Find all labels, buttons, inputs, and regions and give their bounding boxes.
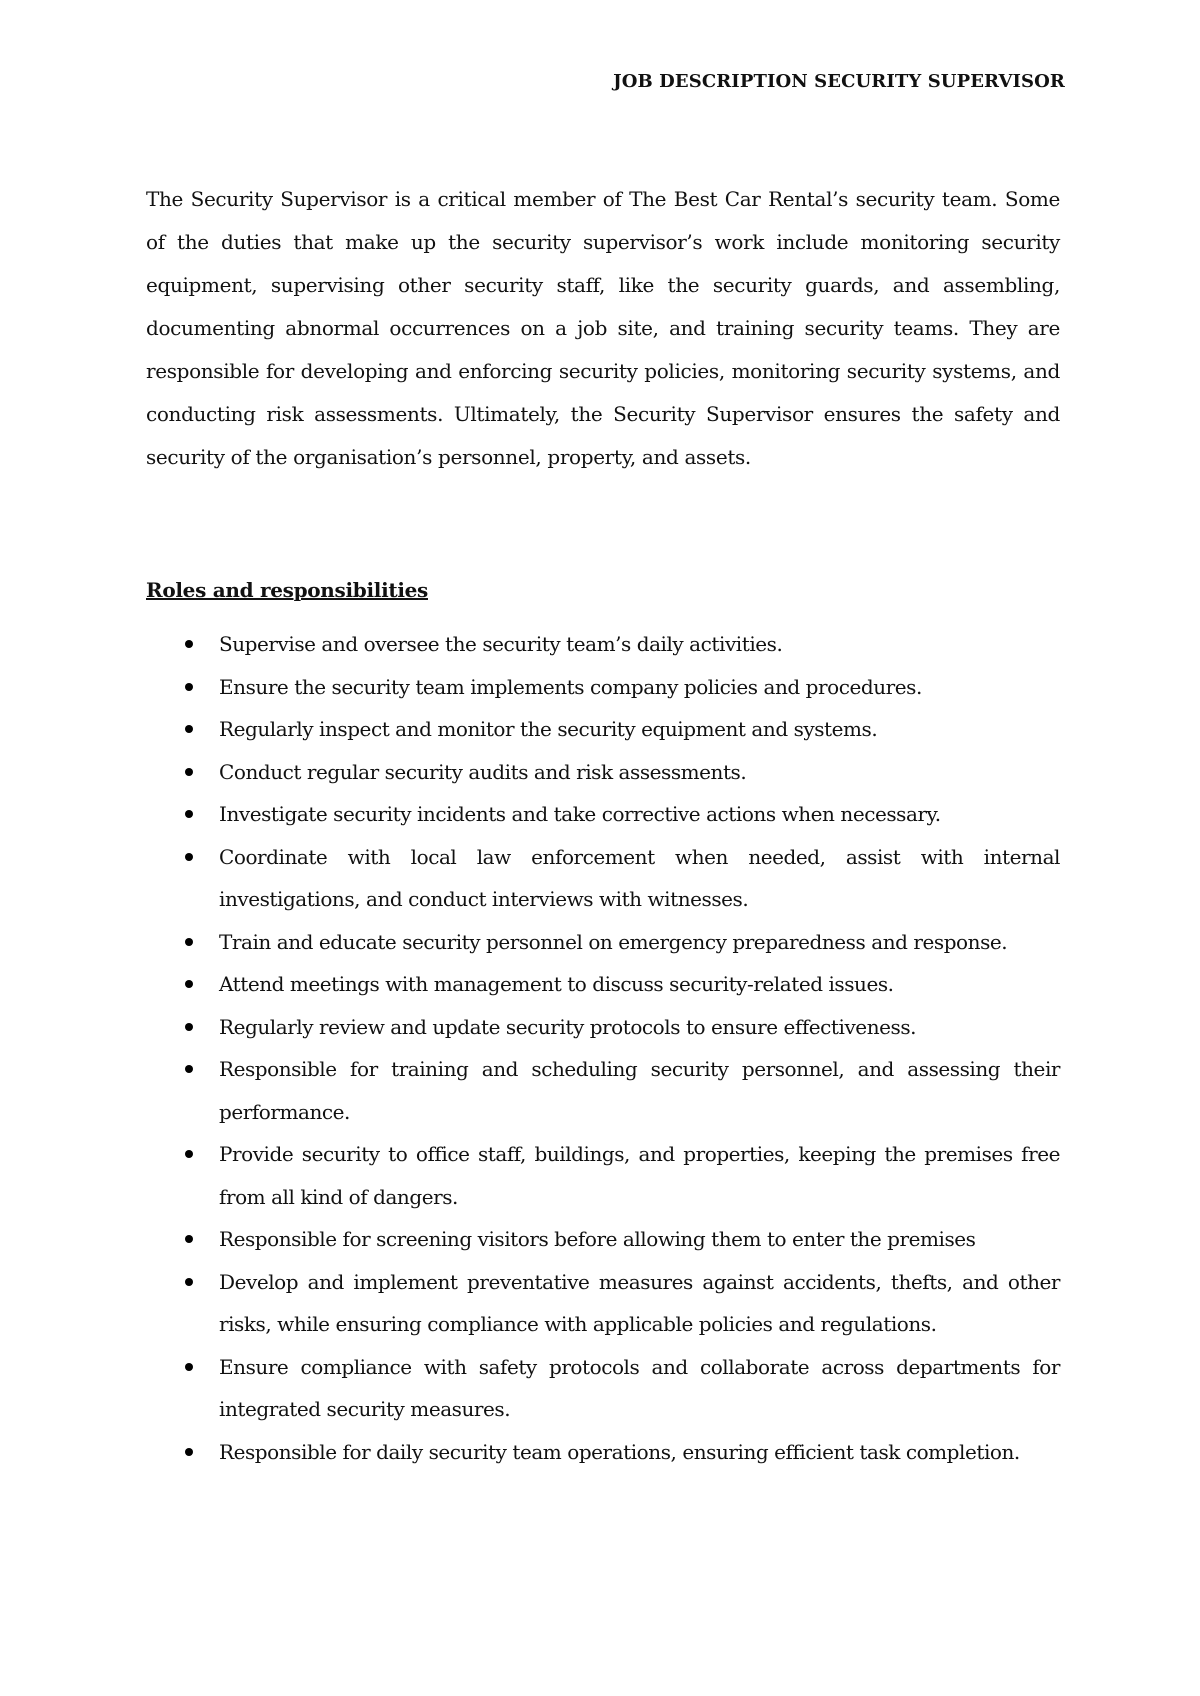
- list-item-text: Ensure the security team implements company policies and procedures.: [219, 674, 922, 699]
- bullet-icon: [185, 810, 193, 818]
- list-item: [146, 793, 1060, 836]
- list-item-text: Develop and implement preventative measures against accidents, thefts, and other risks, while ensuring compliance with applicable policies and regulations.: [219, 1269, 1060, 1336]
- bullet-icon: [185, 1235, 193, 1243]
- document-body: [146, 178, 1060, 1473]
- bullet-icon: [185, 1023, 193, 1031]
- bullet-icon: [185, 1448, 193, 1456]
- list-item-text: Attend meetings with management to discuss security-related issues.: [219, 972, 894, 996]
- bullet-icon: [185, 1065, 193, 1073]
- responsibilities-list: [146, 623, 1060, 1473]
- list-item: [146, 1431, 1060, 1474]
- bullet-icon: [185, 725, 193, 733]
- list-item-text: Ensure compliance with safety protocols and collaborate across departments for integrated security measures.: [219, 1354, 1060, 1421]
- intro-paragraph: The Security Supervisor is a critical member of The Best Car Rental’s security team. Some of the duties that make up the security supervisor’s work include monitoring security equipment, supervising other security staff, like the security guards, and assembling, documenting abnormal occurrences on a job site, and training security teams. They are responsible for developing and enforcing security policies, monitoring security systems, and conducting risk assessments. Ultimately, the Security Supervisor ensures the safety and security of the organisation’s personnel, property, and assets.: [146, 187, 1060, 469]
- list-item-text: Regularly inspect and monitor the security equipment and systems.: [219, 717, 878, 741]
- bullet-icon: [185, 683, 193, 691]
- document-header-title: JOB DESCRIPTION SECURITY SUPERVISOR: [613, 71, 1065, 92]
- list-item: [146, 1048, 1060, 1133]
- list-item: [146, 921, 1060, 964]
- list-item-text: Conduct regular security audits and risk assessments.: [219, 759, 747, 784]
- list-item-text: Supervise and oversee the security team’s daily activities.: [219, 632, 783, 656]
- list-item: [146, 1218, 1060, 1261]
- list-item-text: Train and educate security personnel on emergency preparedness and response.: [219, 929, 1008, 954]
- bullet-icon: [185, 980, 193, 988]
- roles-heading: Roles and responsibilities: [146, 578, 428, 602]
- list-item-text: Responsible for screening visitors before allowing them to enter the premises: [219, 1227, 976, 1251]
- list-item-text: Responsible for training and scheduling security personnel, and assessing their performance.: [219, 1057, 1060, 1124]
- list-item: [146, 1346, 1060, 1431]
- bullet-icon: [185, 1278, 193, 1286]
- list-item: [146, 963, 1060, 1006]
- list-item-text: Investigate security incidents and take corrective actions when necessary.: [219, 802, 941, 826]
- bullet-icon: [185, 853, 193, 861]
- list-item: [146, 623, 1060, 666]
- list-item-text: Regularly review and update security protocols to ensure effectiveness.: [219, 1014, 917, 1039]
- bullet-icon: [185, 1150, 193, 1158]
- list-item-text: Provide security to office staff, buildings, and properties, keeping the premises free from all kind of dangers.: [219, 1142, 1060, 1209]
- bullet-icon: [185, 938, 193, 946]
- list-item: [146, 836, 1060, 921]
- list-item: [146, 1006, 1060, 1049]
- list-item-text: Coordinate with local law enforcement when needed, assist with internal investigations, and conduct interviews with witnesses.: [219, 844, 1060, 911]
- list-item: [146, 1133, 1060, 1218]
- list-item: [146, 708, 1060, 751]
- bullet-icon: [185, 1363, 193, 1371]
- bullet-icon: [185, 768, 193, 776]
- list-item: [146, 751, 1060, 794]
- list-item-text: Responsible for daily security team operations, ensuring efficient task completion.: [219, 1439, 1020, 1464]
- list-item: [146, 1261, 1060, 1346]
- list-item: [146, 666, 1060, 709]
- bullet-icon: [185, 640, 193, 648]
